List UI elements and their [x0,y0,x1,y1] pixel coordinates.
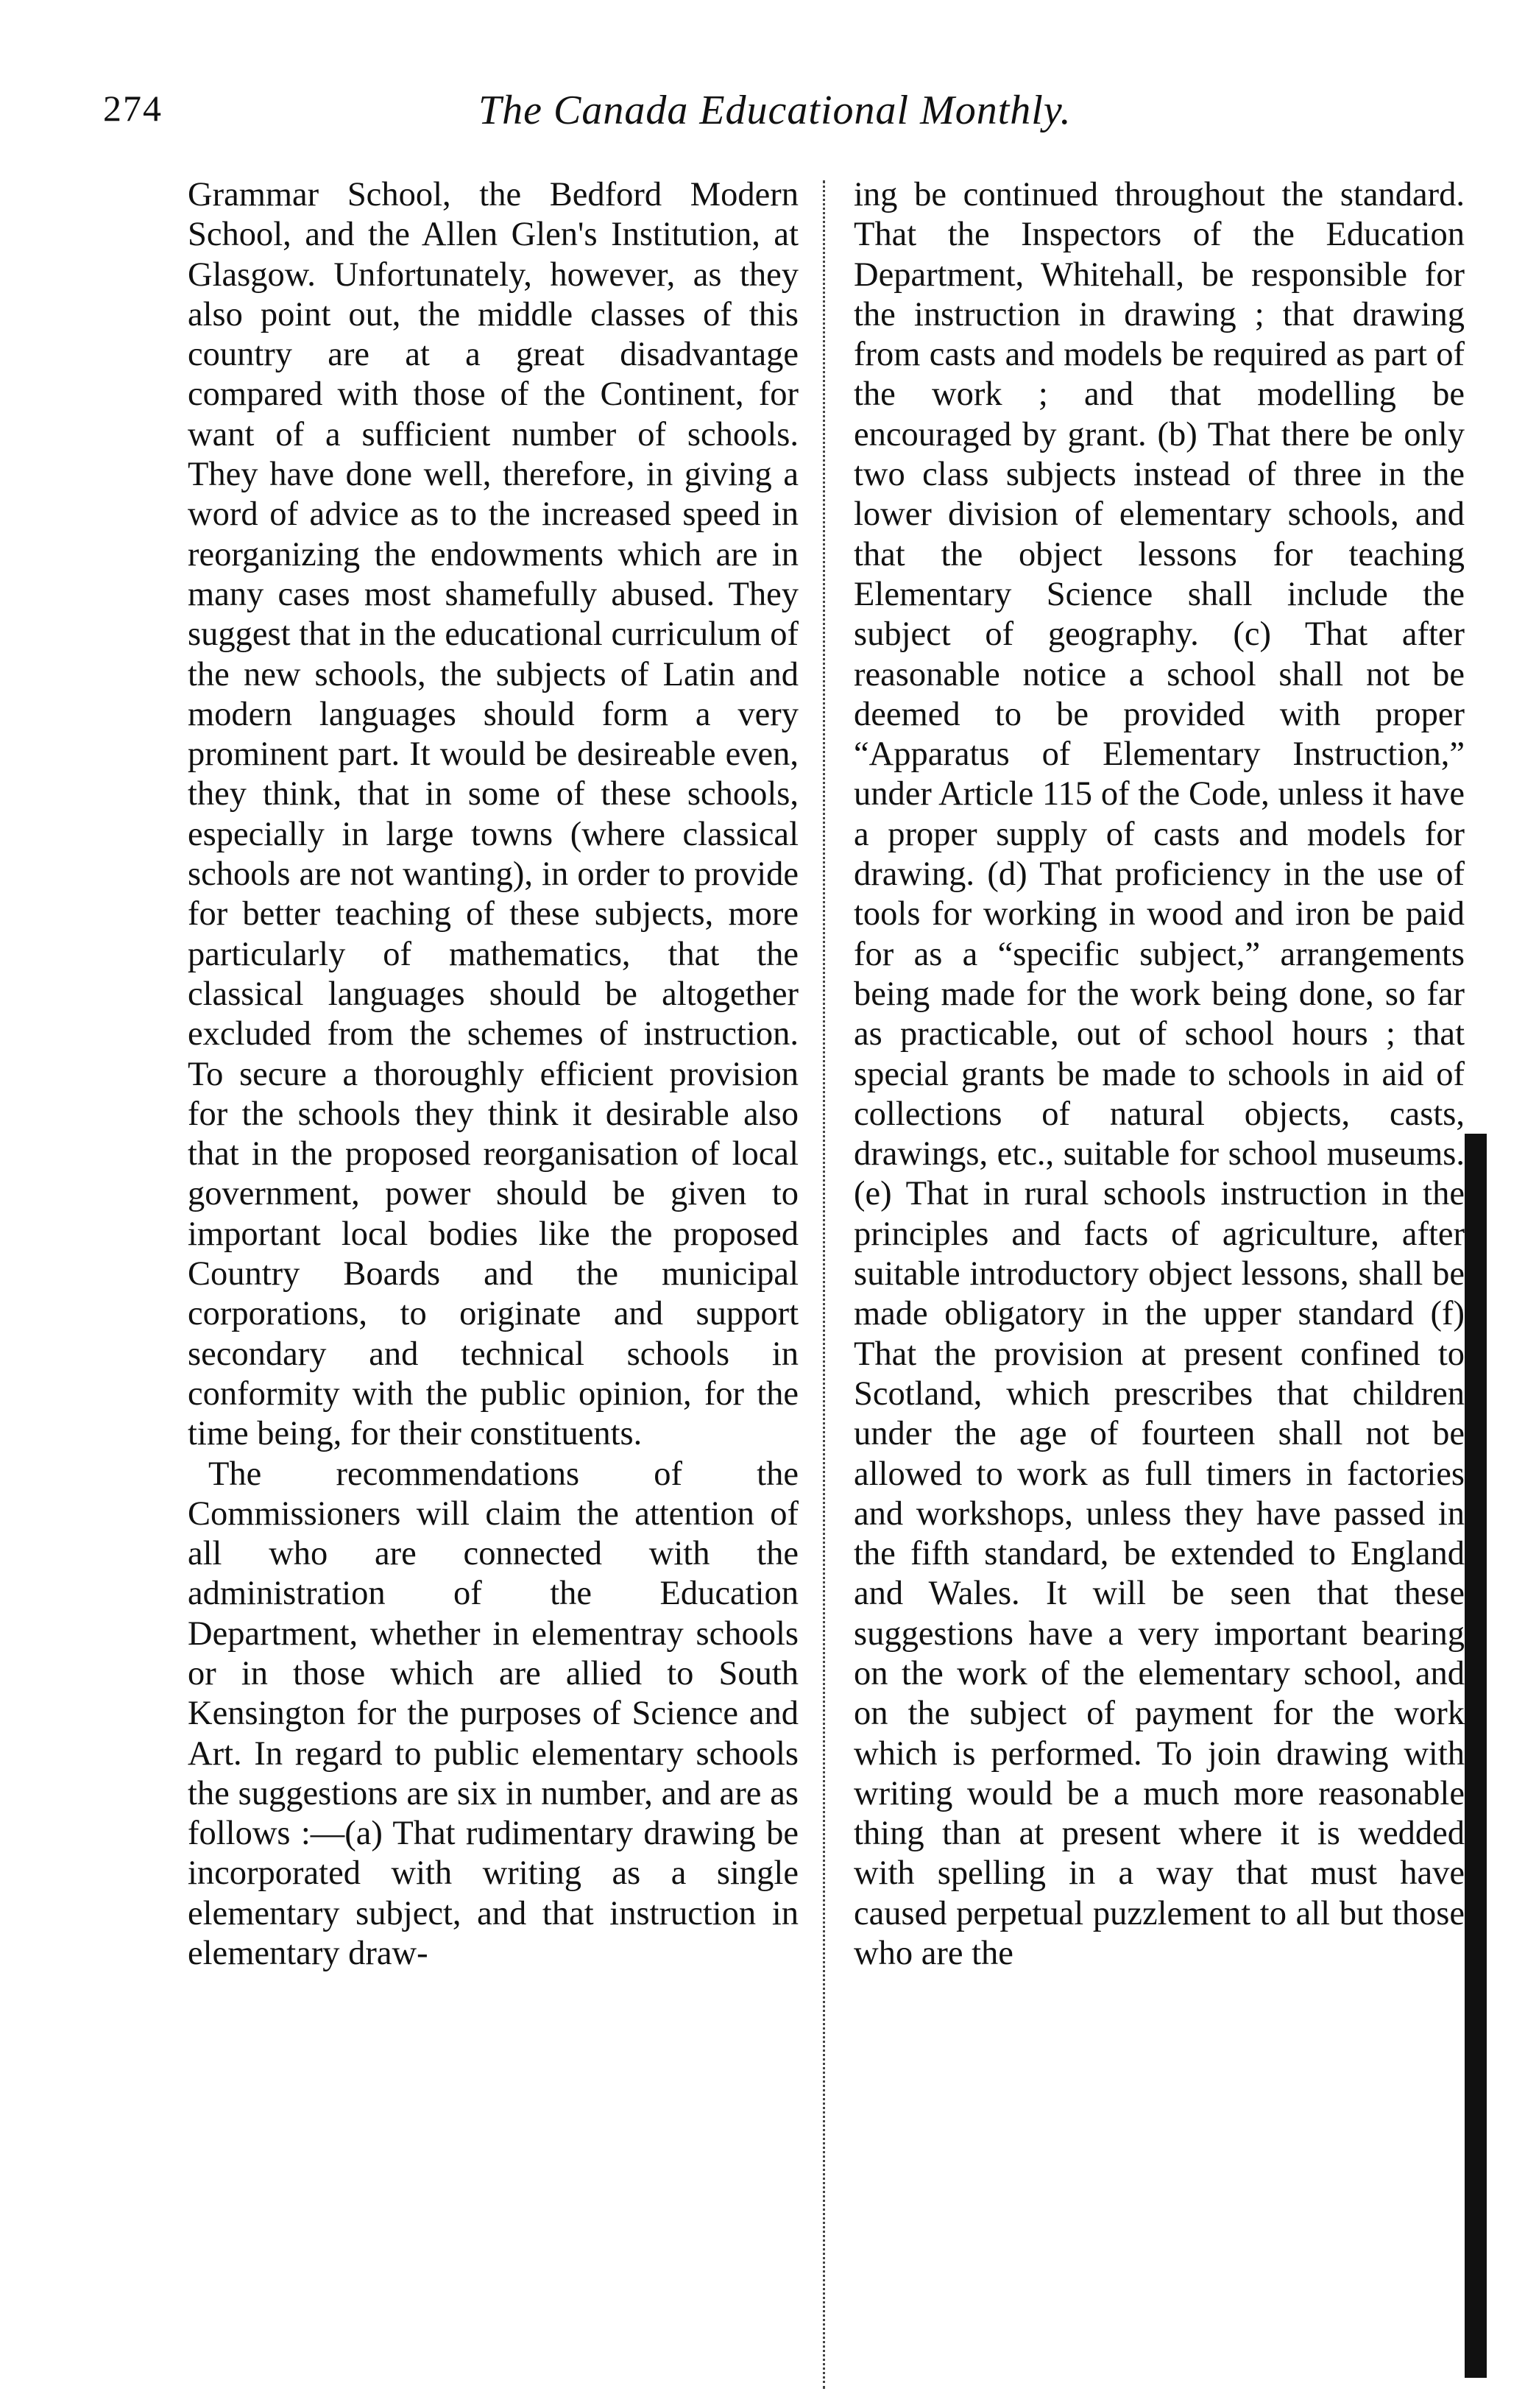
scan-edge-shadow [1465,1134,1487,2378]
left-paragraph-2: The recommendations of the Commissioners will claim the attention of all who are connected with the administration of the Education Department, whether in elementray schools or in those which are allied to South Kensington for the purposes of Science and Art. In regard to public elementary schools the suggestions are six in number, and are as follows :—(a) That rudimentary drawing be incorporated with writing as a single elementary subject, and that instruction in elementary draw- [188,1455,799,1973]
right-column [854,175,1465,1974]
column-divider [823,180,825,2389]
left-column [188,175,799,1974]
running-title: The Canada Educational Monthly. [478,88,1072,133]
left-paragraph-1: Grammar School, the Bedford Modern School, and the Allen Glen's Institution, at Glasgow. Unfortunately, however, as they also point out, the middle classes of this country are at a great disadvantage compared with those of the Continent, for want of a sufficient number of schools. They have done well, therefore, in giving a word of advice as to the increased speed in reorganizing the endowments which are in many cases most shamefully abused. They suggest that in the educational curriculum of the new schools, the subjects of Latin and modern languages should form a very prominent part. It would be desireable even, they think, that in some of these schools, especially in large towns (where classical schools are not wanting), in order to provide for better teaching of these subjects, more particularly of mathematics, that the classical languages should be altogether excluded from the schemes of instruction. To secure a thoroughly efficient provision for the schools they think it desirable also that in the proposed reorganisation of local government, power should be given to important local bodies like the proposed Country Boards and the municipal corporations, to originate and support secondary and technical schools in conformity with the public opinion, for the time being, for their constituents. [188,176,799,1453]
running-header [103,87,1457,146]
page-number: 274 [103,88,163,129]
right-paragraph-1: ing be continued throughout the standard. That the Inspectors of the Education Department, Whitehall, be responsible for the instruction in drawing ; that drawing from casts and models be required as part of the work ; and that modelling be encouraged by grant. (b) That there be only two class subjects instead of three in the lower division of elementary schools, and that the object lessons for teaching Elementary Science shall include the subject of geography. (c) That after reasonable notice a school shall not be deemed to be provided with proper “Apparatus of Elementary Instruction,” under Article 115 of the Code, unless it have a proper supply of casts and models for drawing. (d) That proficiency in the use of tools for working in wood and iron be paid for as a “specific subject,” arrangements being made for the work being done, so far as practicable, out of school hours ; that special grants be made to schools in aid of collections of natural objects, casts, drawings, etc., suitable for school museums. (e) That in rural schools instruction in the principles and facts of agriculture, after suitable introductory object lessons, shall be made obligatory in the upper standard (f) That the provision at present confined to Scotland, which prescribes that children under the age of fourteen shall not be allowed to work as full timers in factories and workshops, unless they have passed in the fifth standard, be extended to England and Wales. It will be seen that these suggestions have a very important bearing on the work of the elementary school, and on the subject of payment for the work which is performed. To join drawing with writing would be a much more reasonable thing than at present where it is wedded with spelling in a way that must have caused perpetual puzzlement to all but those who are the [854,176,1465,1973]
